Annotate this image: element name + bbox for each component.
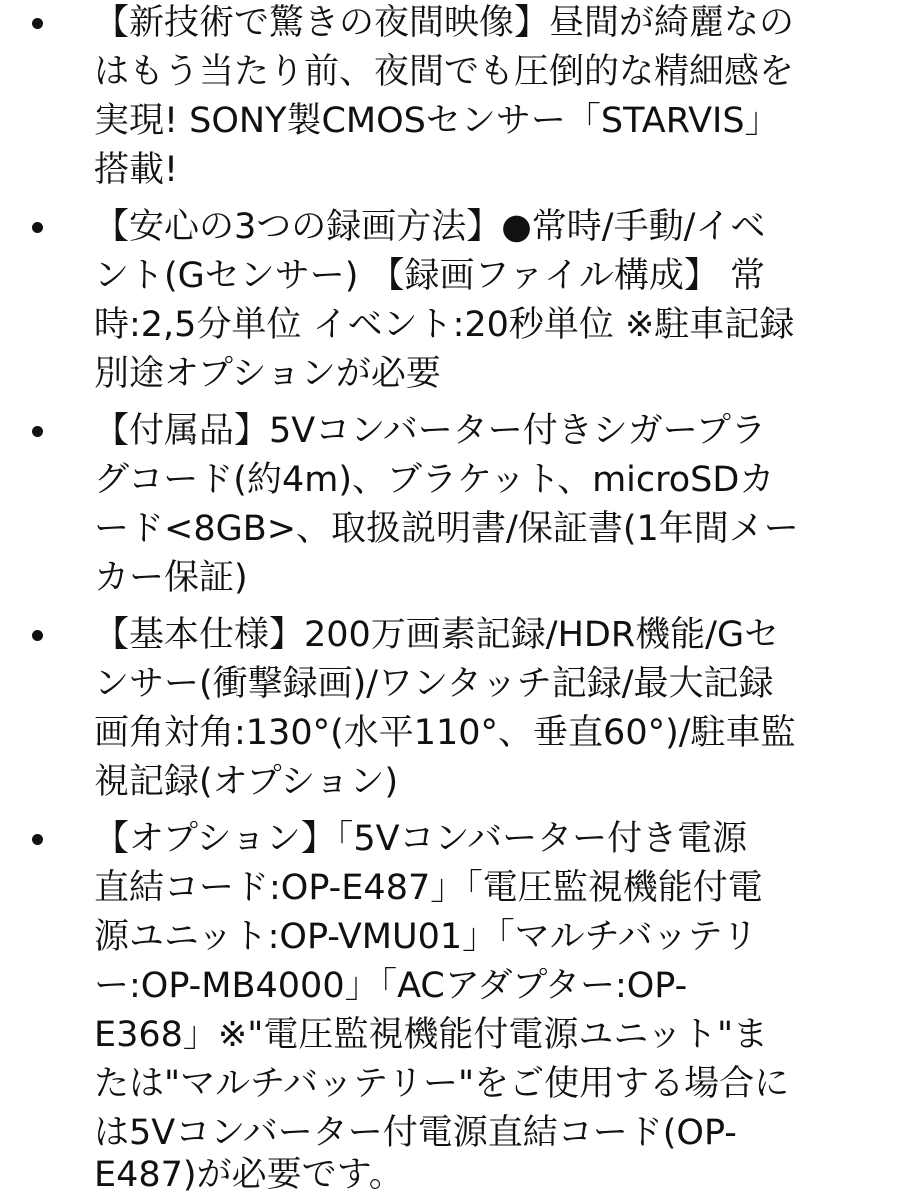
list-item-line: 【新技術で驚きの夜間映像】昼間が綺麗なの (94, 3, 795, 43)
list-item-line: グコード(約4m)、ブラケット、microSDカ (94, 460, 775, 500)
list-item-line: 搭載! (94, 150, 179, 190)
list-item-line: 源ユニット:OP-VMU01」「マルチバッテリ (94, 917, 758, 957)
list-item-line: 【基本仕様】200万画素記録/HDR機能/Gセ (94, 615, 780, 655)
bullet-dot-icon (32, 834, 43, 845)
list-item-line: ンサー(衝撃録画)/ワンタッチ記録/最大記録 (94, 664, 774, 704)
list-item-line: 視記録(オプション) (94, 762, 399, 802)
list-item-line: たは"マルチバッテリー"をご使用する場合に (94, 1064, 790, 1104)
bullet-dot-icon (32, 18, 43, 29)
list-item-line: はもう当たり前、夜間でも圧倒的な精細感を (94, 52, 795, 92)
list-item-line: 直結コード:OP-E487」「電圧監視機能付電 (94, 868, 763, 908)
bullet-dot-icon (32, 222, 43, 233)
list-item-line: ント(Gセンサー) 【録画ファイル構成】 常 (94, 256, 765, 296)
list-item-line: E487)が必要です。 (94, 1155, 404, 1195)
list-item-line: 【オプション】「5Vコンバーター付き電源 (94, 819, 748, 859)
list-item-line: は5Vコンバーター付電源直結コード(OP- (94, 1113, 737, 1153)
list-item-line: 画角対角:130°(水平110°、垂直60°)/駐車監 (94, 713, 796, 753)
list-item-line: ード<8GB>、取扱説明書/保証書(1年間メー (94, 509, 799, 549)
bullet-dot-icon (32, 426, 43, 437)
list-item-line: 実現! SONY製CMOSセンサー「STARVIS」 (94, 101, 780, 141)
list-item-line: カー保証) (94, 558, 248, 598)
list-item-line: 【安心の3つの録画方法】●常時/手動/イベ (94, 207, 766, 247)
list-item-line: E368」※"電圧監視機能付電源ユニット"ま (94, 1015, 769, 1055)
list-item-line: 別途オプションが必要 (94, 354, 441, 394)
list-item-line: 【付属品】5Vコンバーター付きシガープラ (94, 411, 767, 451)
list-item-line: ー:OP-MB4000」「ACアダプター:OP- (94, 966, 688, 1006)
list-item-line: 時:2,5分単位 イベント:20秒単位 ※駐車記録 (94, 305, 795, 345)
bullet-dot-icon (32, 630, 43, 641)
